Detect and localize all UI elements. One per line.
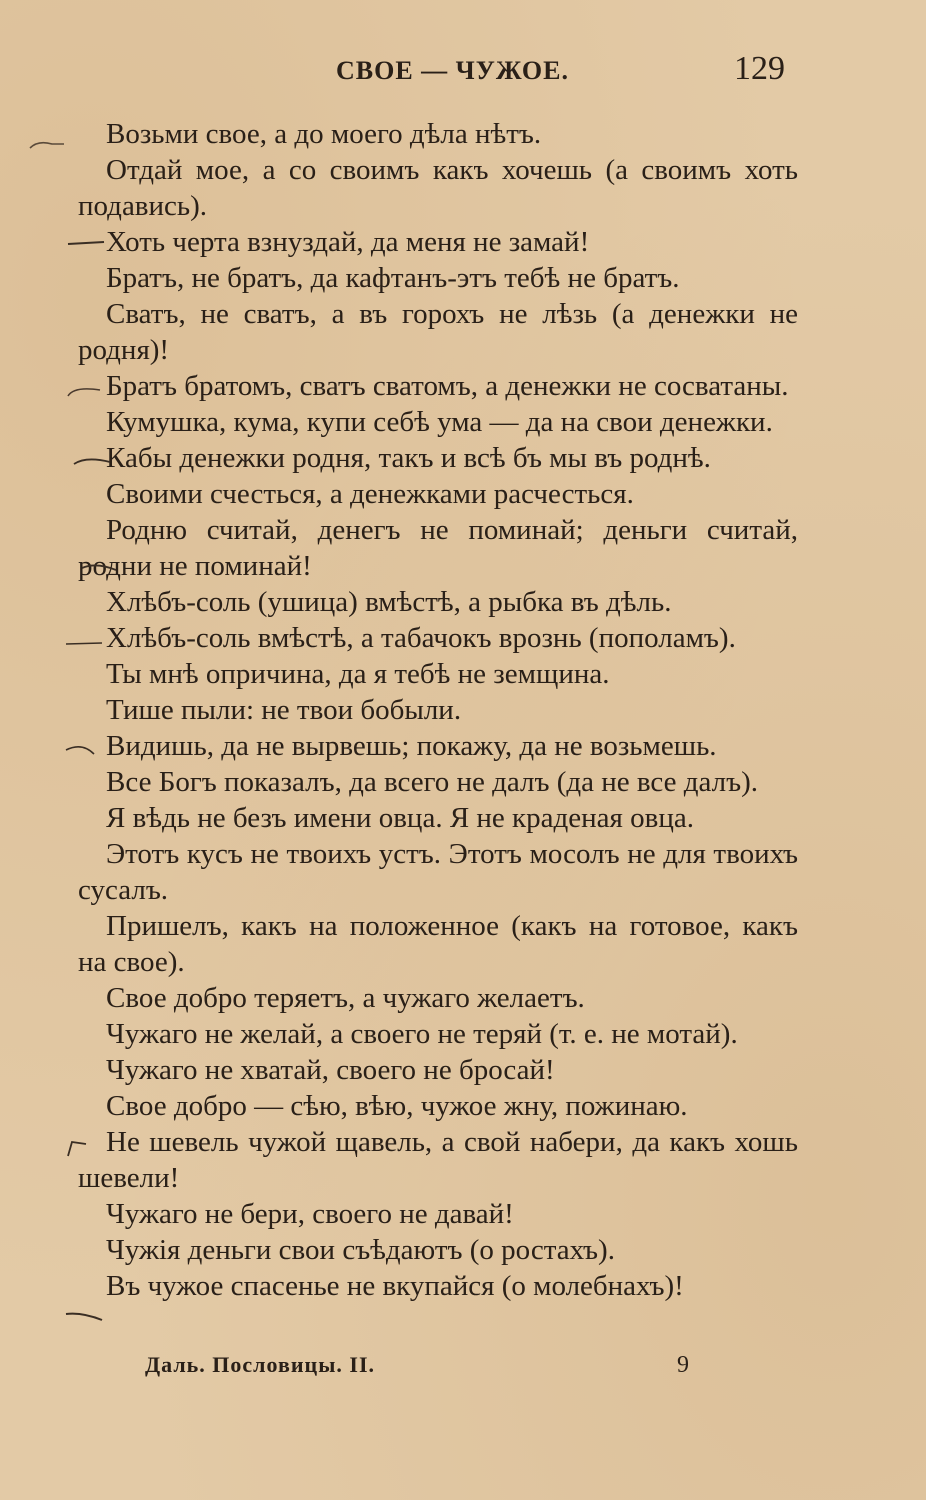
page-number: 129 [734,50,785,87]
signature-number: 9 [677,1352,689,1378]
proverb: Сватъ, не сватъ, а въ горохъ не лѣзь (а денежки не родня)! [78,298,798,366]
proverb: Хлѣбъ-соль вмѣстѣ, а табачокъ врознь (пополамъ). [106,622,736,654]
proverb: Кумушка, кума, купи себѣ ума — да на свои денежки. [106,406,773,438]
proverb: Все Богъ показалъ, да всего не далъ (да не все далъ). [106,766,759,798]
proverb: Я вѣдь не безъ имени овца. Я не краденая овца. [106,802,694,834]
pencil-mark-icon [64,740,104,760]
proverb: Чужаго не хватай, своего не бросай! [106,1054,555,1086]
proverb-list [78,116,798,1304]
proverb: Свое добро — сѣю, вѣю, чужое жну, пожинаю. [106,1090,688,1122]
proverb: Въ чужое спасенье не вкупайся (о молебнахъ)! [106,1270,684,1302]
pencil-mark-icon [66,232,106,252]
pencil-mark-icon [28,136,68,156]
proverb: Этотъ кусъ не твоихъ устъ. Этотъ мосолъ не для твоихъ сусалъ. [78,838,798,906]
proverb: Тише пыли: не твои бобыли. [106,694,462,726]
pencil-mark-icon [72,452,112,472]
proverb: Чужаго не желай, а своего не теряй (т. е. не мотай). [106,1018,738,1050]
proverb: Чужія деньги свои съѣдаютъ (о ростахъ). [106,1234,615,1266]
proverb: Ты мнѣ опричина, да я тебѣ не земщина. [106,658,610,690]
pencil-mark-icon [80,560,120,580]
proverb: Своими счесться, а денежками расчесться. [106,478,634,510]
page-header [0,48,926,92]
pencil-mark-icon [64,1306,104,1326]
page-footer [0,1352,926,1392]
proverb: Кабы денежки родня, такъ и всѣ бъ мы въ роднѣ. [106,442,711,474]
proverb: Не шевель чужой щавель, а свой набери, да какъ хошь шевели! [78,1126,798,1194]
proverb: Хлѣбъ-соль (ушица) вмѣстѣ, а рыбка въ дѣль. [106,586,672,618]
running-title: СВОЕ — ЧУЖОЕ. [336,56,569,85]
proverb: Отдай мое, а со своимъ какъ хочешь (а своимъ хоть подавись). [78,154,798,222]
pencil-mark-icon [62,1138,102,1158]
proverb: Братъ братомъ, сватъ сватомъ, а денежки не сосватаны. [106,370,789,402]
pencil-mark-icon [64,380,104,400]
proverb: Видишь, да не вырвешь; покажу, да не возьмешь. [106,730,717,762]
proverb: Чужаго не бери, своего не давай! [106,1198,514,1230]
proverb: Родню считай, денегъ не поминай; деньги считай, родни не поминай! [78,514,798,582]
proverb: Возьми свое, а до моего дѣла нѣтъ. [106,118,542,150]
pencil-mark-icon [64,632,104,652]
proverb: Свое добро теряетъ, а чужаго желаетъ. [106,982,585,1014]
printer-signature: Даль. Пословицы. II. [145,1352,376,1377]
proverb: Пришелъ, какъ на положенное (какъ на готовое, какъ на свое). [78,910,798,978]
proverb: Братъ, не братъ, да кафтанъ-этъ тебѣ не братъ. [106,262,680,294]
proverb: Хоть черта взнуздай, да меня не замай! [106,226,590,258]
